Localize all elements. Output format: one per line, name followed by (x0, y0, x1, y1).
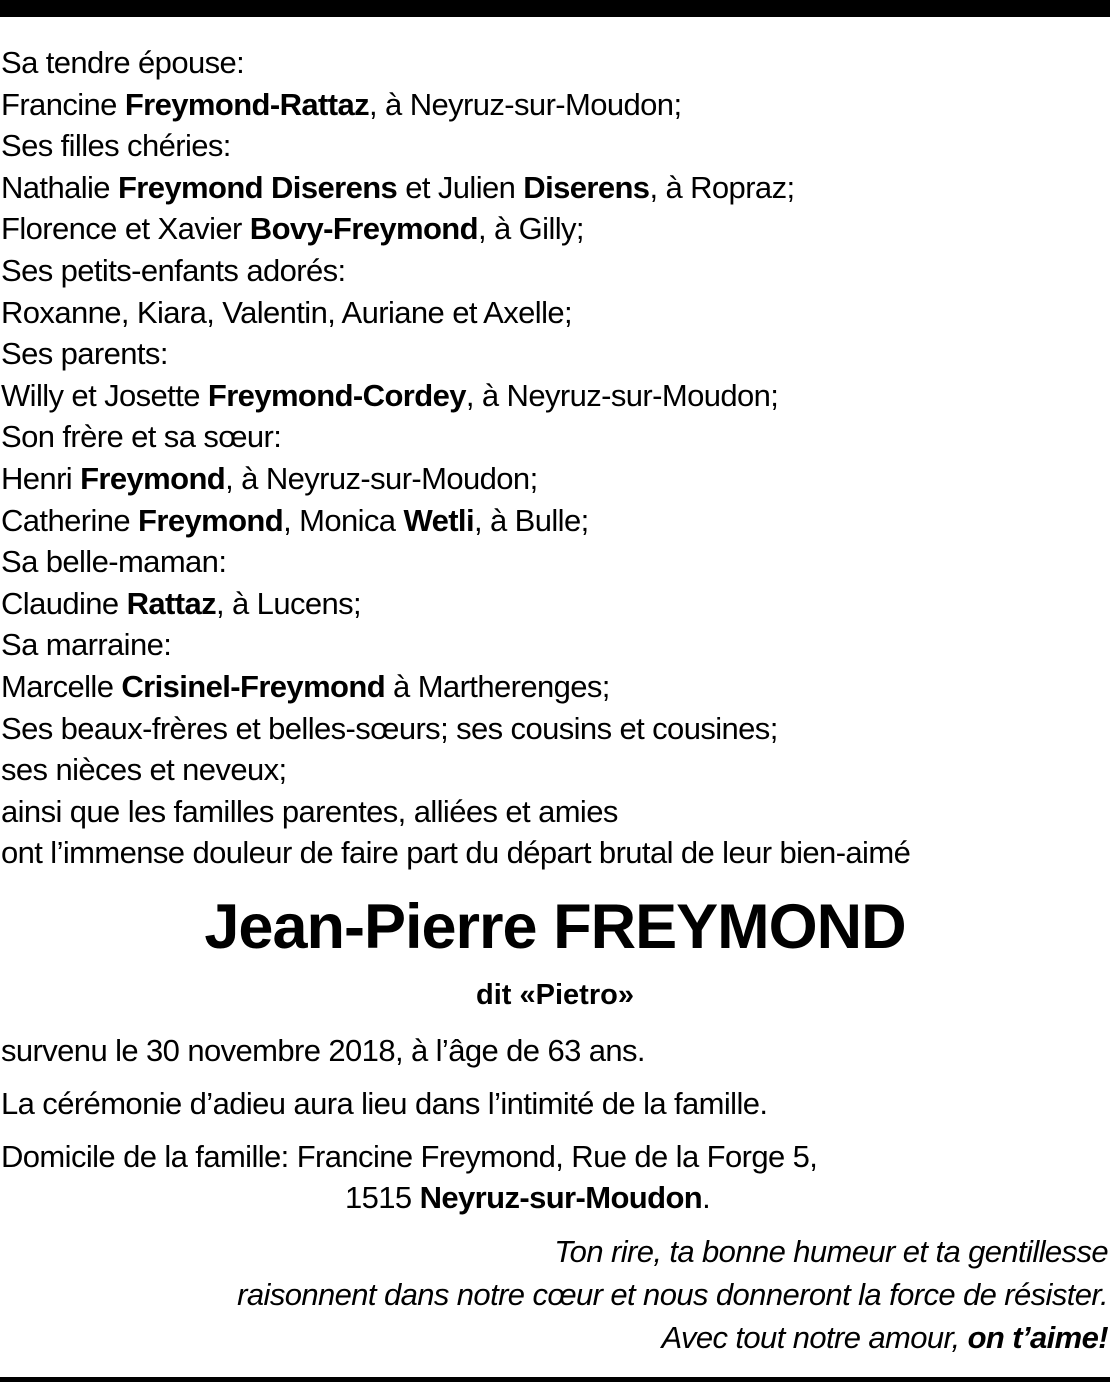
family-line (1, 666, 1106, 708)
family-line (1, 250, 1106, 292)
family-text: Marcelle (1, 668, 122, 704)
family-text: Ses petits-enfants adorés: (1, 252, 346, 288)
family-name-bold: Freymond Diserens (117, 169, 398, 205)
address-line-2 (345, 1178, 1110, 1218)
family-name-bold: Freymond-Cordey (207, 377, 466, 413)
family-text: ont l’immense douleur de faire part du départ brutal de leur bien-aimé (1, 835, 911, 871)
family-text: et Julien (397, 169, 524, 205)
family-text: Willy et Josette (1, 377, 208, 413)
family-text: Ses beaux-frères et belles-sœurs; ses cousins et cousines; (1, 710, 778, 746)
family-line (1, 125, 1106, 167)
family-name-bold: Crisinel-Freymond (121, 668, 386, 704)
family-name-bold: Freymond-Rattaz (124, 86, 370, 122)
family-name-bold: Rattaz (126, 585, 216, 621)
family-text: Ses parents: (1, 336, 168, 372)
family-text: ses nièces et neveux; (1, 752, 287, 788)
family-line (1, 458, 1106, 500)
family-text: , à Bulle; (473, 502, 589, 538)
family-text: , à Ropraz; (649, 169, 795, 205)
poem-line-3-bold: on t’aime! (967, 1320, 1108, 1355)
address-line-1: Domicile de la famille: Francine Freymond, Rue de la Forge 5, (1, 1139, 818, 1174)
family-text: Roxanne, Kiara, Valentin, Auriane et Axelle; (1, 294, 573, 330)
top-rule (0, 0, 1110, 17)
poem-line-3 (237, 1316, 1108, 1359)
family-text: Henri (1, 460, 81, 496)
family-text: , à Gilly; (477, 211, 584, 247)
family-text: , à Neyruz-sur-Moudon; (225, 460, 538, 496)
family-line (1, 832, 1106, 874)
family-line (1, 208, 1106, 250)
ceremony-notice: La cérémonie d’adieu aura lieu dans l’intimité de la famille. (1, 1086, 768, 1121)
family-line (1, 416, 1106, 458)
family-list (1, 42, 1106, 874)
poem-line-3-prefix: Avec tout notre amour, (661, 1320, 968, 1355)
family-text: , à Neyruz-sur-Moudon; (465, 377, 779, 413)
family-line (1, 375, 1106, 417)
family-text: Catherine (1, 502, 139, 538)
poem-line-2: raisonnent dans notre cœur et nous donneront la force de résister. (237, 1277, 1108, 1312)
family-text: Sa marraine: (1, 627, 172, 663)
family-name-bold: Wetli (403, 502, 474, 538)
family-line (1, 541, 1106, 583)
poem-line-1: Ton rire, ta bonne humeur et ta gentillesse (554, 1234, 1108, 1269)
postal-code: 1515 (345, 1180, 420, 1215)
family-name-bold: Freymond (138, 502, 284, 538)
family-text: ainsi que les familles parentes, alliées et amies (1, 793, 618, 829)
family-line (1, 333, 1106, 375)
family-line (1, 749, 1106, 791)
family-text: Sa belle-maman: (1, 544, 227, 580)
family-text: Florence et Xavier (1, 211, 250, 247)
family-name-bold: Bovy-Freymond (249, 211, 478, 247)
deceased-nickname: dit «Pietro» (476, 979, 634, 1011)
family-line (1, 500, 1106, 542)
family-line (1, 624, 1106, 666)
closing-poem (237, 1230, 1108, 1359)
family-line (1, 708, 1106, 750)
family-text: Ses filles chéries: (1, 128, 231, 164)
family-line (1, 791, 1106, 833)
family-line (1, 292, 1106, 334)
address-end: . (702, 1180, 711, 1215)
family-text: Nathalie (1, 169, 118, 205)
family-text: , à Lucens; (216, 585, 362, 621)
family-text: , Monica (283, 502, 404, 538)
family-name-bold: Freymond (80, 460, 226, 496)
family-line (1, 84, 1106, 126)
family-line (1, 167, 1106, 209)
family-text: Claudine (1, 585, 127, 621)
family-name-bold: Diserens (523, 169, 650, 205)
bottom-rule (0, 1377, 1110, 1382)
town: Neyruz-sur-Moudon (419, 1180, 703, 1215)
family-text: Francine (1, 86, 125, 122)
family-line (1, 42, 1106, 84)
family-text: Son frère et sa sœur: (1, 419, 282, 455)
family-text: Sa tendre épouse: (1, 45, 245, 80)
deceased-name: Jean-Pierre FREYMOND (204, 892, 906, 962)
family-line (1, 583, 1106, 625)
family-text: à Martherenges; (385, 668, 610, 704)
death-notice: survenu le 30 novembre 2018, à l’âge de 63 ans. (1, 1033, 645, 1068)
family-text: , à Neyruz-sur-Moudon; (369, 86, 682, 122)
